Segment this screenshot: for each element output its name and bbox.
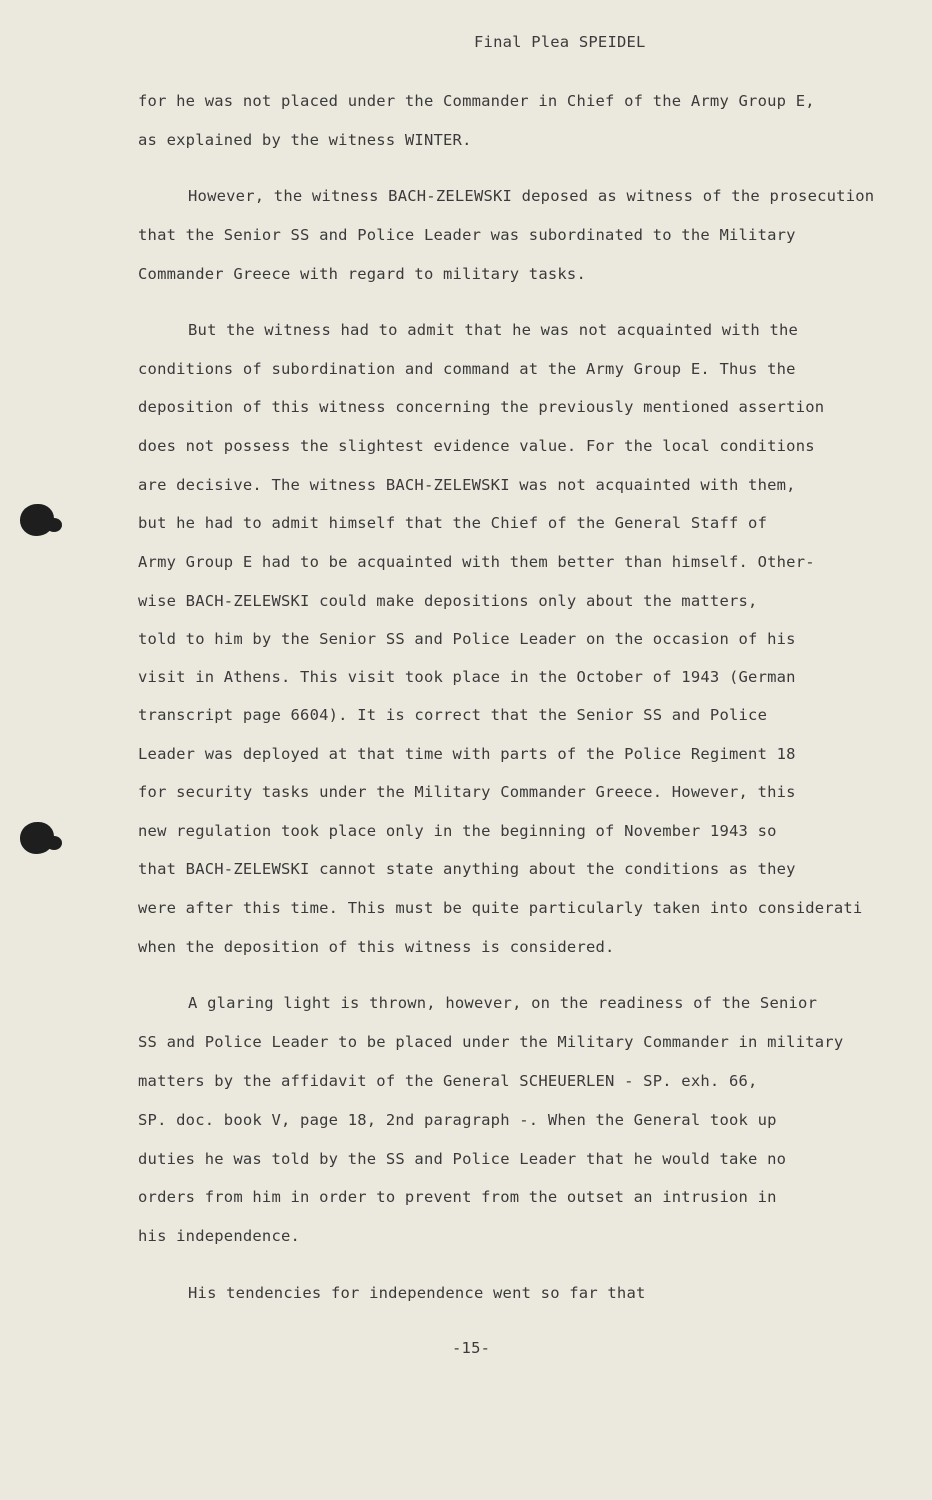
text-line: duties he was told by the SS and Police Leader that he would take no (138, 1150, 787, 1168)
text-line: that the Senior SS and Police Leader was subordinated to the Military (138, 226, 796, 244)
text-line: were after this time. This must be quite particularly taken into considerati (138, 899, 863, 917)
text-line: for he was not placed under the Commander in Chief of the Army Group E, (138, 92, 815, 110)
text-line: However, the witness BACH-ZELEWSKI deposed as witness of the prosecution (188, 187, 875, 205)
text-line: visit in Athens. This visit took place in the October of 1943 (German (138, 668, 796, 686)
punch-hole-top (20, 504, 54, 536)
text-line: when the deposition of this witness is considered. (138, 938, 615, 956)
text-line: SP. doc. book V, page 18, 2nd paragraph -. When the General took up (138, 1111, 777, 1129)
text-line: that BACH-ZELEWSKI cannot state anything about the conditions as they (138, 860, 796, 878)
text-line: are decisive. The witness BACH-ZELEWSKI was not acquainted with them, (138, 476, 796, 494)
text-line: orders from him in order to prevent from the outset an intrusion in (138, 1188, 777, 1206)
text-line: as explained by the witness WINTER. (138, 131, 472, 149)
page-header: Final Plea SPEIDEL (474, 33, 646, 51)
text-line: told to him by the Senior SS and Police Leader on the occasion of his (138, 630, 796, 648)
text-line: But the witness had to admit that he was not acquainted with the (188, 321, 799, 339)
page-number: -15- (452, 1339, 491, 1357)
text-line: Commander Greece with regard to military tasks. (138, 265, 586, 283)
text-line: but he had to admit himself that the Chief of the General Staff of (138, 514, 768, 532)
text-line: A glaring light is thrown, however, on the readiness of the Senior (188, 994, 818, 1012)
text-line: deposition of this witness concerning the previously mentioned assertion (138, 398, 825, 416)
text-line: does not possess the slightest evidence value. For the local conditions (138, 437, 815, 455)
text-line: for security tasks under the Military Commander Greece. However, this (138, 783, 796, 801)
text-line: matters by the affidavit of the General SCHEUERLEN - SP. exh. 66, (138, 1072, 758, 1090)
text-line: new regulation took place only in the beginning of November 1943 so (138, 822, 777, 840)
text-line: SS and Police Leader to be placed under the Military Commander in military (138, 1033, 844, 1051)
text-line: transcript page 6604). It is correct that the Senior SS and Police (138, 706, 768, 724)
text-line: his independence. (138, 1227, 301, 1245)
punch-hole-bottom (20, 822, 54, 854)
text-line: conditions of subordination and command at the Army Group E. Thus the (138, 360, 796, 378)
text-line: Leader was deployed at that time with parts of the Police Regiment 18 (138, 745, 796, 763)
text-line: His tendencies for independence went so far that (188, 1284, 646, 1302)
text-line: wise BACH-ZELEWSKI could make depositions only about the matters, (138, 592, 758, 610)
text-line: Army Group E had to be acquainted with them better than himself. Other- (138, 553, 815, 571)
